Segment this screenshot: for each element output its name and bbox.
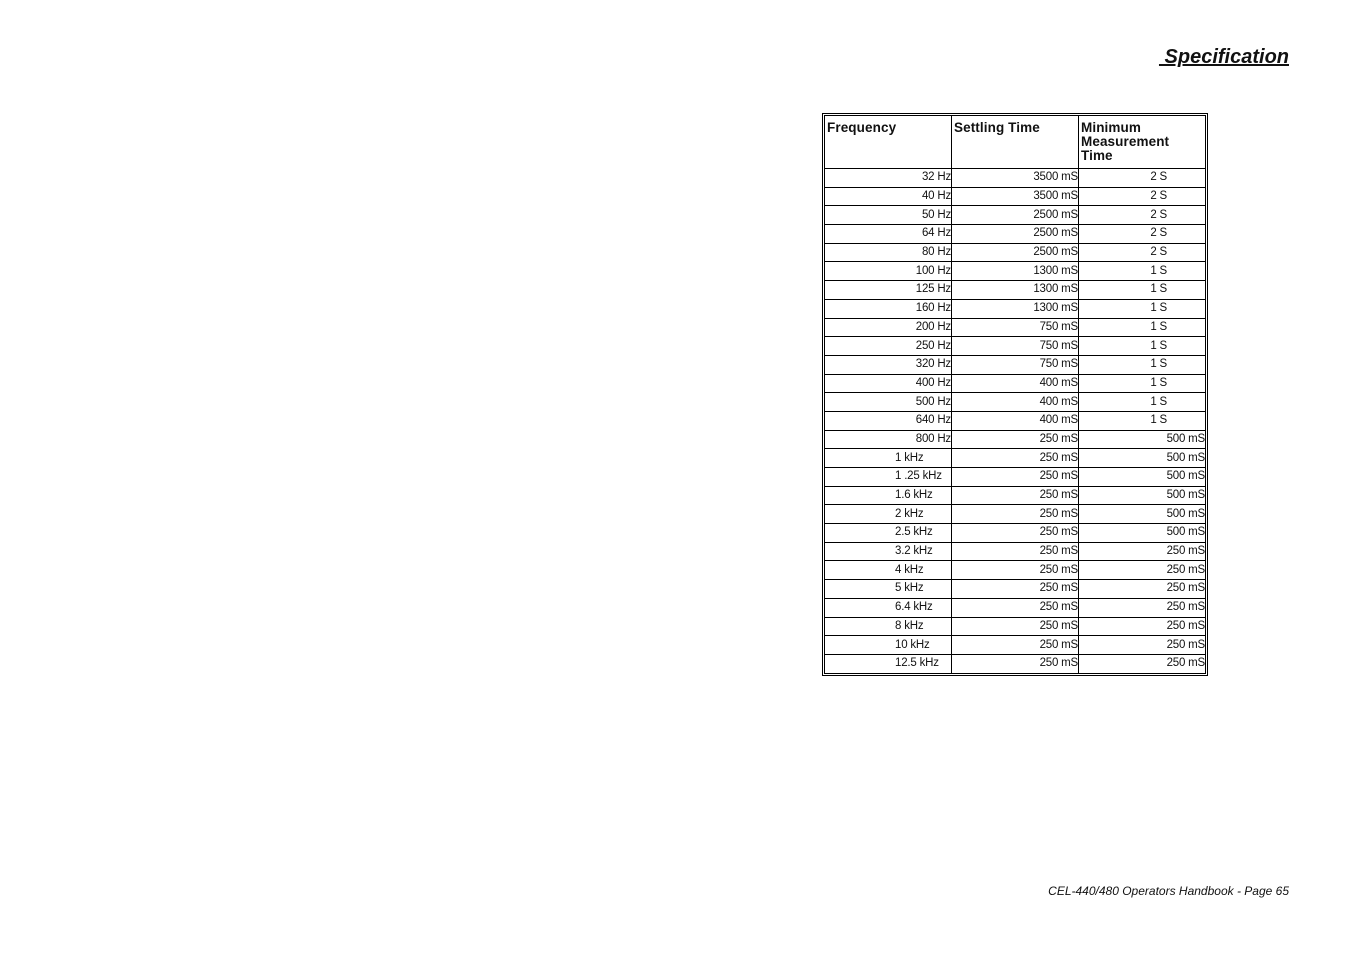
- frequency-cell: 1 kHz: [825, 449, 952, 468]
- frequency-cell: 10 kHz: [825, 636, 952, 655]
- table-row: [825, 169, 1206, 188]
- frequency-cell: 32 Hz: [825, 169, 952, 188]
- header-settling-time: Settling Time: [952, 116, 1079, 169]
- table-row: [825, 580, 1206, 599]
- table-row: [825, 636, 1206, 655]
- frequency-cell: 250 Hz: [825, 337, 952, 356]
- minimum-measurement-time-cell: 1 S: [1079, 393, 1206, 412]
- table-row: [825, 617, 1206, 636]
- table-row: [825, 337, 1206, 356]
- minimum-measurement-time-cell: 500 mS: [1079, 449, 1206, 468]
- table-row: [825, 542, 1206, 561]
- spec-table-frame: [822, 113, 1208, 676]
- settling-time-cell: 250 mS: [952, 598, 1079, 617]
- settling-time-cell: 1300 mS: [952, 299, 1079, 318]
- minimum-measurement-time-cell: 1 S: [1079, 355, 1206, 374]
- minimum-measurement-time-cell: 250 mS: [1079, 598, 1206, 617]
- settling-time-cell: 250 mS: [952, 486, 1079, 505]
- frequency-cell: 6.4 kHz: [825, 598, 952, 617]
- minimum-measurement-time-cell: 1 S: [1079, 281, 1206, 300]
- settling-time-cell: 400 mS: [952, 393, 1079, 412]
- minimum-measurement-time-cell: 250 mS: [1079, 580, 1206, 599]
- frequency-cell: 400 Hz: [825, 374, 952, 393]
- frequency-cell: 64 Hz: [825, 225, 952, 244]
- table-row: [825, 468, 1206, 487]
- frequency-cell: 80 Hz: [825, 243, 952, 262]
- settling-time-cell: 250 mS: [952, 580, 1079, 599]
- minimum-measurement-time-cell: 500 mS: [1079, 430, 1206, 449]
- minimum-measurement-time-cell: 1 S: [1079, 318, 1206, 337]
- settling-time-cell: 250 mS: [952, 449, 1079, 468]
- settling-time-cell: 1300 mS: [952, 281, 1079, 300]
- table-row: [825, 374, 1206, 393]
- minimum-measurement-time-cell: 2 S: [1079, 169, 1206, 188]
- frequency-cell: 1.6 kHz: [825, 486, 952, 505]
- table-row: [825, 430, 1206, 449]
- table-row: [825, 598, 1206, 617]
- minimum-measurement-time-cell: 500 mS: [1079, 505, 1206, 524]
- frequency-cell: 500 Hz: [825, 393, 952, 412]
- table-row: [825, 225, 1206, 244]
- table-row: [825, 449, 1206, 468]
- table-row: [825, 524, 1206, 543]
- frequency-cell: 2 kHz: [825, 505, 952, 524]
- settling-time-cell: 3500 mS: [952, 169, 1079, 188]
- minimum-measurement-time-cell: 250 mS: [1079, 561, 1206, 580]
- settling-time-cell: 750 mS: [952, 337, 1079, 356]
- frequency-cell: 800 Hz: [825, 430, 952, 449]
- frequency-cell: 1 .25 kHz: [825, 468, 952, 487]
- minimum-measurement-time-cell: 2 S: [1079, 187, 1206, 206]
- minimum-measurement-time-cell: 1 S: [1079, 299, 1206, 318]
- frequency-cell: 320 Hz: [825, 355, 952, 374]
- minimum-measurement-time-cell: 500 mS: [1079, 524, 1206, 543]
- settling-time-cell: 750 mS: [952, 355, 1079, 374]
- settling-time-cell: 2500 mS: [952, 225, 1079, 244]
- minimum-measurement-time-cell: 250 mS: [1079, 636, 1206, 655]
- header-frequency: Frequency: [825, 116, 952, 169]
- frequency-cell: 160 Hz: [825, 299, 952, 318]
- minimum-measurement-time-cell: 250 mS: [1079, 654, 1206, 673]
- frequency-cell: 100 Hz: [825, 262, 952, 281]
- table-row: [825, 411, 1206, 430]
- minimum-measurement-time-cell: 2 S: [1079, 225, 1206, 244]
- settling-time-cell: 750 mS: [952, 318, 1079, 337]
- frequency-cell: 640 Hz: [825, 411, 952, 430]
- settling-time-cell: 400 mS: [952, 374, 1079, 393]
- settling-time-cell: 250 mS: [952, 430, 1079, 449]
- frequency-cell: 8 kHz: [825, 617, 952, 636]
- table-row: [825, 206, 1206, 225]
- settling-time-cell: 3500 mS: [952, 187, 1079, 206]
- frequency-cell: 5 kHz: [825, 580, 952, 599]
- table-row: [825, 299, 1206, 318]
- frequency-cell: 200 Hz: [825, 318, 952, 337]
- page-title: Specification: [1158, 46, 1289, 68]
- frequency-cell: 2.5 kHz: [825, 524, 952, 543]
- table-row: [825, 262, 1206, 281]
- frequency-cell: 125 Hz: [825, 281, 952, 300]
- frequency-cell: 12.5 kHz: [825, 654, 952, 673]
- table-row: [825, 355, 1206, 374]
- settling-time-cell: 250 mS: [952, 654, 1079, 673]
- minimum-measurement-time-cell: 500 mS: [1079, 486, 1206, 505]
- minimum-measurement-time-cell: 1 S: [1079, 411, 1206, 430]
- frequency-cell: 3.2 kHz: [825, 542, 952, 561]
- settling-time-cell: 250 mS: [952, 468, 1079, 487]
- settling-time-cell: 250 mS: [952, 561, 1079, 580]
- minimum-measurement-time-cell: 2 S: [1079, 243, 1206, 262]
- table-row: [825, 505, 1206, 524]
- table-row: [825, 486, 1206, 505]
- settling-time-cell: 2500 mS: [952, 206, 1079, 225]
- table-row: [825, 561, 1206, 580]
- settling-time-cell: 250 mS: [952, 505, 1079, 524]
- settling-time-cell: 1300 mS: [952, 262, 1079, 281]
- minimum-measurement-time-cell: 500 mS: [1079, 468, 1206, 487]
- minimum-measurement-time-cell: 1 S: [1079, 337, 1206, 356]
- minimum-measurement-time-cell: 250 mS: [1079, 617, 1206, 636]
- minimum-measurement-time-cell: 1 S: [1079, 374, 1206, 393]
- table-header-row: [825, 116, 1206, 169]
- header-minimum-measurement-time: Minimum Measurement Time: [1079, 116, 1206, 169]
- settling-time-cell: 400 mS: [952, 411, 1079, 430]
- minimum-measurement-time-cell: 2 S: [1079, 206, 1206, 225]
- table-row: [825, 281, 1206, 300]
- frequency-cell: 50 Hz: [825, 206, 952, 225]
- minimum-measurement-time-cell: 250 mS: [1079, 542, 1206, 561]
- settling-time-cell: 250 mS: [952, 617, 1079, 636]
- page-footer: CEL-440/480 Operators Handbook - Page 65: [1048, 884, 1289, 898]
- table-body: [825, 169, 1206, 674]
- table-row: [825, 393, 1206, 412]
- table-row: [825, 318, 1206, 337]
- table-row: [825, 654, 1206, 673]
- frequency-cell: 4 kHz: [825, 561, 952, 580]
- settling-time-table: [824, 115, 1206, 674]
- settling-time-cell: 250 mS: [952, 524, 1079, 543]
- frequency-cell: 40 Hz: [825, 187, 952, 206]
- settling-time-cell: 250 mS: [952, 542, 1079, 561]
- table-row: [825, 243, 1206, 262]
- minimum-measurement-time-cell: 1 S: [1079, 262, 1206, 281]
- settling-time-cell: 250 mS: [952, 636, 1079, 655]
- table-row: [825, 187, 1206, 206]
- settling-time-cell: 2500 mS: [952, 243, 1079, 262]
